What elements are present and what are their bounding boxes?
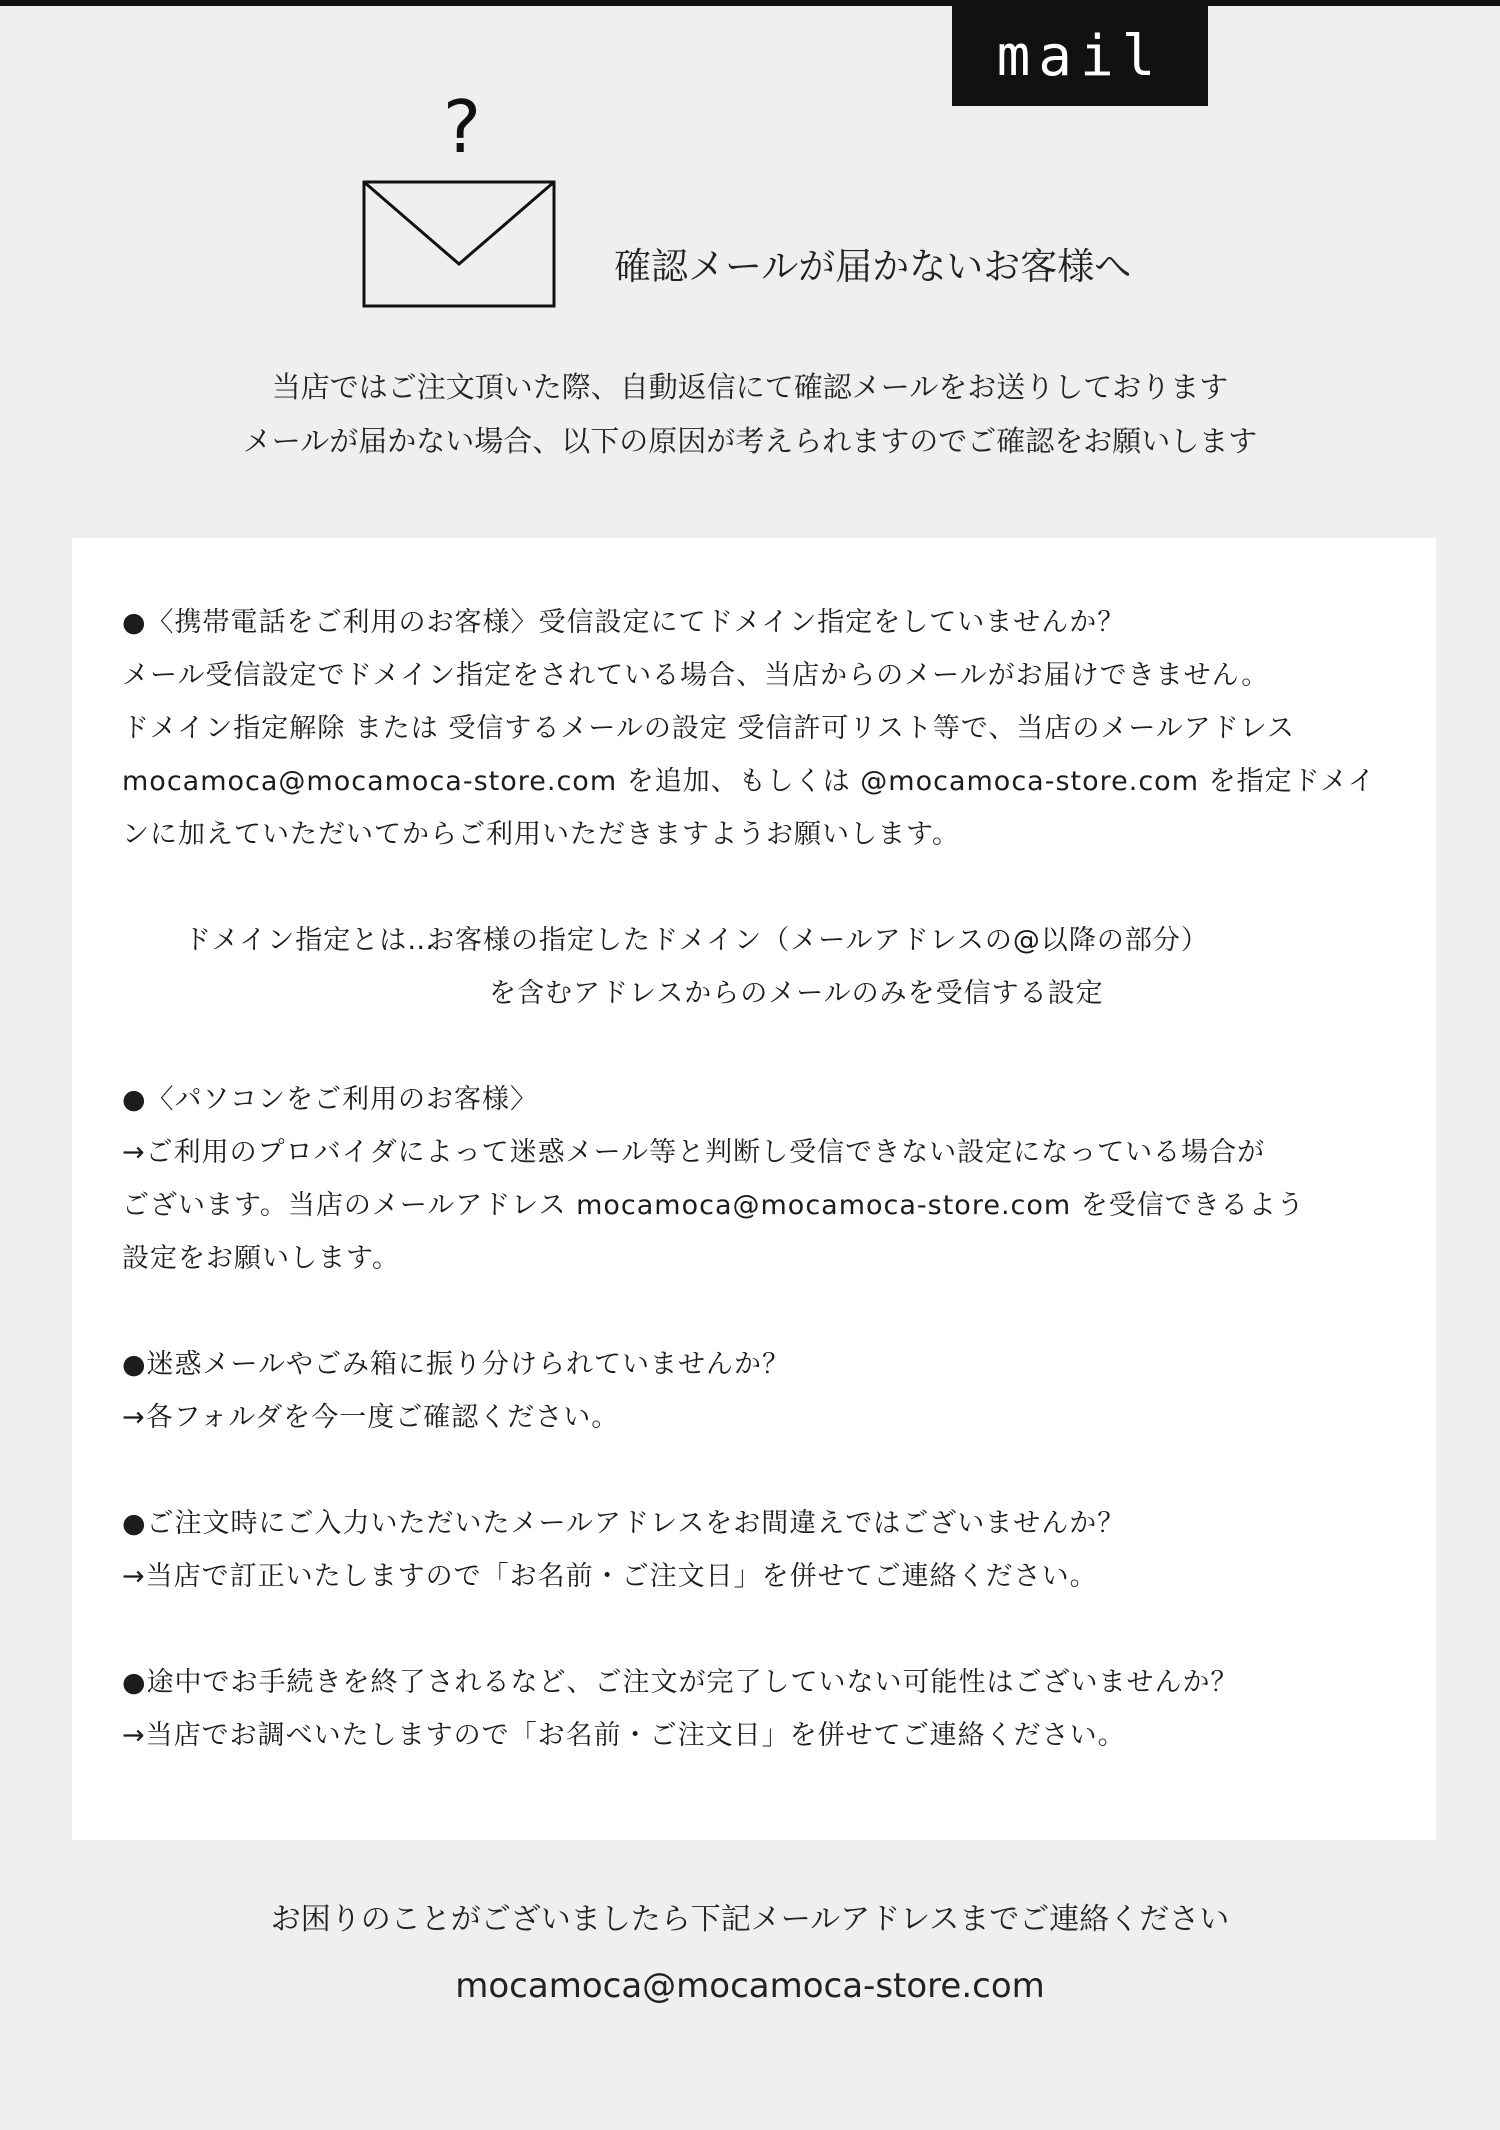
paragraph-line: メール受信設定でドメイン指定をされている場合、当店からのメールがお届けできません。 [122, 660, 1270, 691]
section-heading-mobile: ●〈携帯電話をご利用のお客様〉受信設定にてドメイン指定をしていませんか？ [122, 607, 1126, 638]
paragraph-line: ンに加えていただいてからご利用いただきますようお願いします。 [122, 819, 960, 850]
paragraph-line: →各フォルダを今一度ご確認ください。 [122, 1402, 620, 1433]
section-heading-spam: ●迷惑メールやごみ箱に振り分けられていませんか？ [122, 1349, 791, 1380]
section-heading-incomplete: ●途中でお手続きを終了されるなど、ご注文が完了していない可能性はございませんか？ [122, 1667, 1239, 1698]
mail-tag: mail [952, 6, 1208, 106]
paragraph-line: 設定をお願いします。 [122, 1243, 400, 1274]
info-card-content [122, 596, 1412, 1762]
definition-term: ドメイン指定とは… [184, 925, 436, 956]
info-card [72, 538, 1436, 1840]
envelope-icon [360, 72, 560, 312]
question-mark-icon: ? [442, 85, 482, 169]
intro-text [0, 360, 1500, 468]
paragraph-line: →当店で訂正いたしますので「お名前・ご注文日」を併せてご連絡ください。 [122, 1561, 1098, 1592]
envelope-graphic [360, 72, 560, 312]
paragraph-line: →ご利用のプロバイダによって迷惑メール等と判断し受信できない設定になっている場合が [122, 1137, 1266, 1168]
intro-line: メールが届かない場合、以下の原因が考えられますのでご確認をお願いします [242, 424, 1258, 458]
paragraph-line: ドメイン指定解除 または 受信するメールの設定 受信許可リスト等で、当店のメールアドレス [122, 713, 1295, 744]
section-heading-pc: ●〈パソコンをご利用のお客様〉 [122, 1084, 539, 1115]
paragraph-line: →当店でお調べいたしますので「お名前・ご注文日」を併せてご連絡ください。 [122, 1720, 1126, 1751]
paragraph-line: mocamoca@mocamoca-store.com を追加、もしくは @mocamoca-store.com を指定ドメイ [122, 766, 1376, 797]
domain-definition [122, 914, 1412, 967]
intro-line: 当店ではご注文頂いた際、自動返信にて確認メールをお送りしております [271, 370, 1229, 404]
section-heading-wrong-address: ●ご注文時にご入力いただいたメールアドレスをお間違えではございませんか？ [122, 1508, 1126, 1539]
contact-email[interactable]: mocamoca@mocamoca-store.com [455, 1966, 1045, 2006]
page-title: 確認メールが届かないお客様へ [614, 245, 1132, 288]
definition-desc: お客様の指定したドメイン（メールアドレスの@以降の部分） [427, 925, 1209, 956]
footer-note: お困りのことがございましたら下記メールアドレスまでご連絡ください [270, 1902, 1230, 1937]
top-rule [0, 0, 1500, 6]
definition-desc: を含むアドレスからのメールのみを受信する設定 [489, 978, 1104, 1009]
paragraph-line: ございます。当店のメールアドレス mocamoca@mocamoca-store.com を受信できるよう [122, 1190, 1305, 1221]
